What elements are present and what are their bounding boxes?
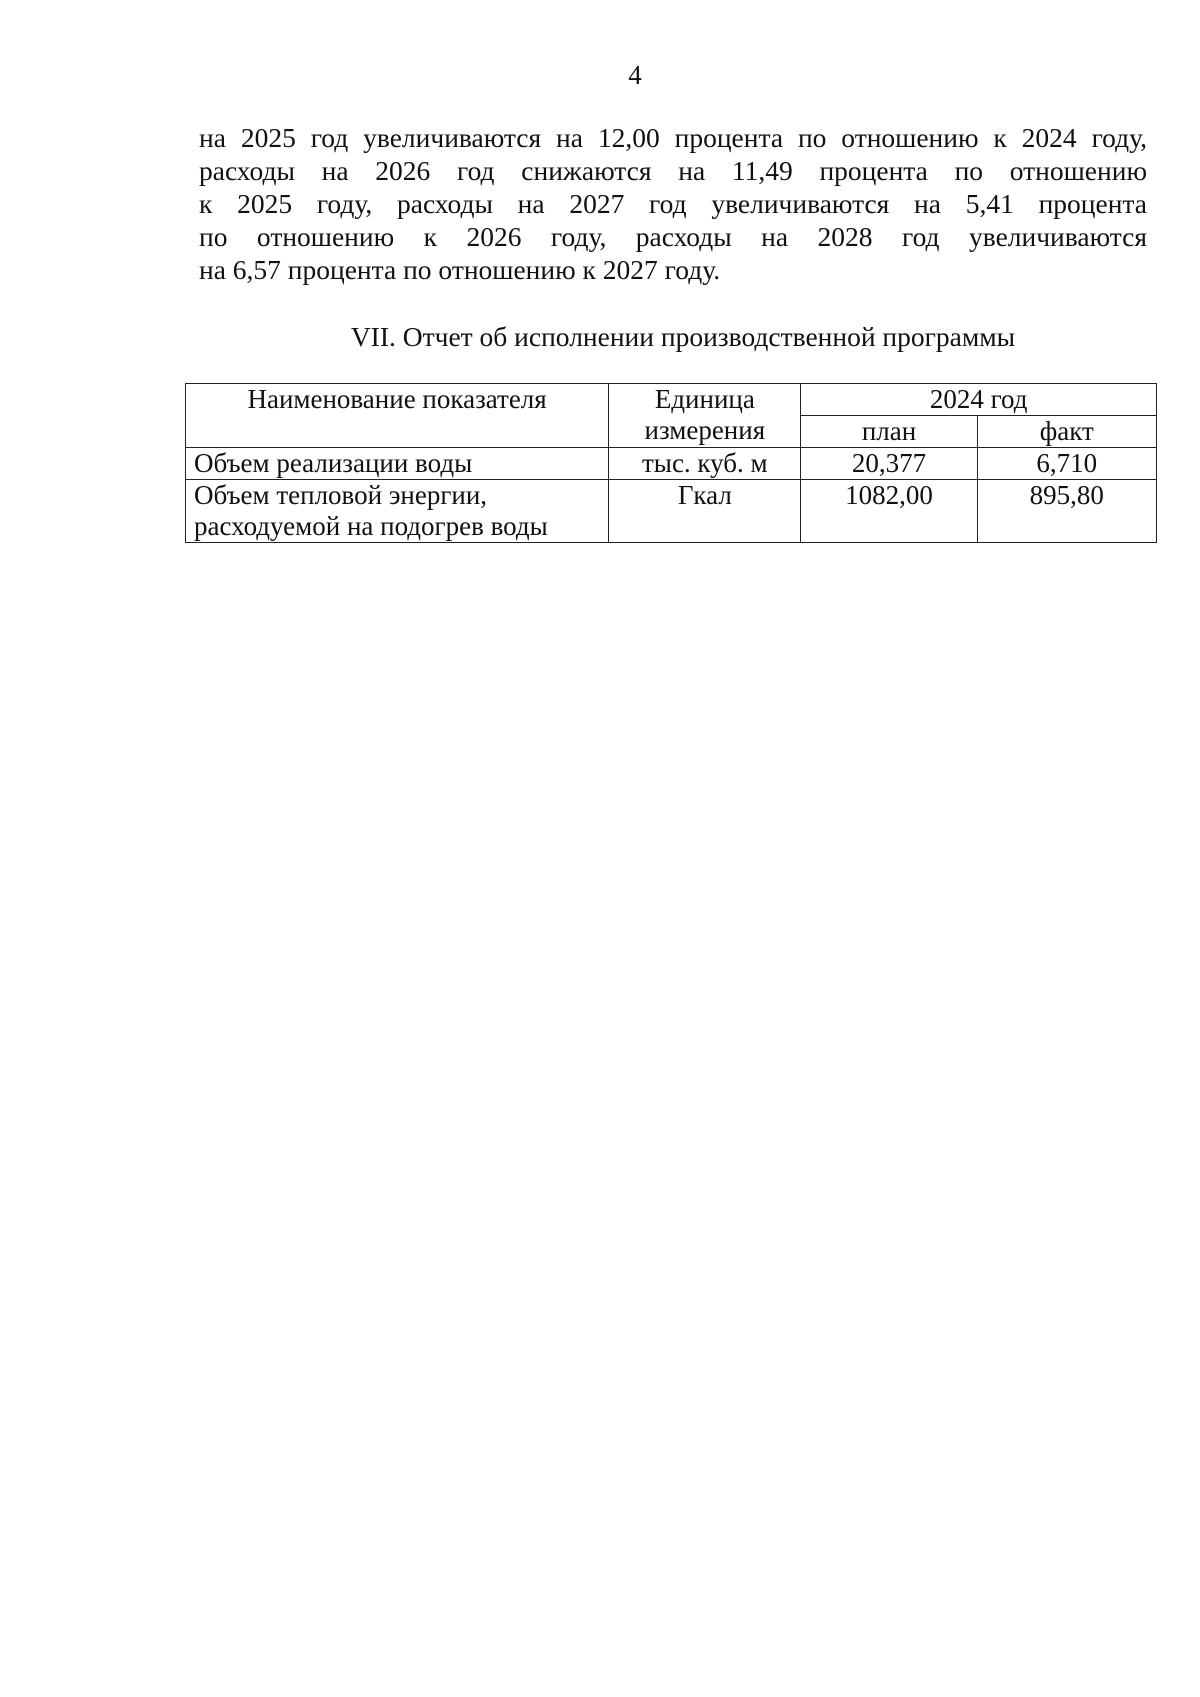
paragraph-line: к 2025 году, расходы на 2027 год увеличиваются на 5,41 процента [199, 188, 1147, 219]
row-unit: Гкал [609, 480, 801, 543]
table-row [186, 448, 1157, 480]
header-plan: план [801, 416, 977, 448]
header-year: 2024 год [801, 384, 1157, 416]
row-name-line: расходуемой на подогрев воды [194, 511, 548, 541]
paragraph-line: по отношению к 2026 году, расходы на 2028 год увеличиваются [199, 221, 1147, 252]
row-fact-value: 895,80 [977, 480, 1156, 543]
section-title: VII. Отчет об исполнении производственной программы [350, 321, 1016, 352]
header-fact: факт [977, 416, 1156, 448]
paragraph-line: на 6,57 процента по отношению к 2027 году. [199, 254, 721, 285]
paragraph-line: на 2025 год увеличиваются на 12,00 процента по отношению к 2024 году, [199, 122, 1147, 153]
header-unit-line: измерения [644, 415, 766, 445]
table-header-row [186, 384, 1157, 416]
header-unit [609, 384, 801, 448]
row-plan-value: 1082,00 [801, 480, 977, 543]
production-program-report-table [185, 383, 1157, 543]
page-number: 4 [628, 60, 642, 90]
header-unit-line: Единица [654, 384, 755, 414]
row-indicator-name [186, 480, 609, 543]
body-paragraph [199, 121, 1147, 286]
row-plan-value: 20,377 [801, 448, 977, 480]
row-name-line: Объем реализации воды [194, 448, 473, 478]
row-name-line: Объем тепловой энергии, [194, 480, 488, 510]
paragraph-line: расходы на 2026 год снижаются на 11,49 процента по отношению [199, 155, 1147, 186]
header-indicator-name: Наименование показателя [186, 384, 609, 448]
row-indicator-name [186, 448, 609, 480]
row-unit: тыс. куб. м [609, 448, 801, 480]
table-row [186, 480, 1157, 543]
row-fact-value: 6,710 [977, 448, 1156, 480]
